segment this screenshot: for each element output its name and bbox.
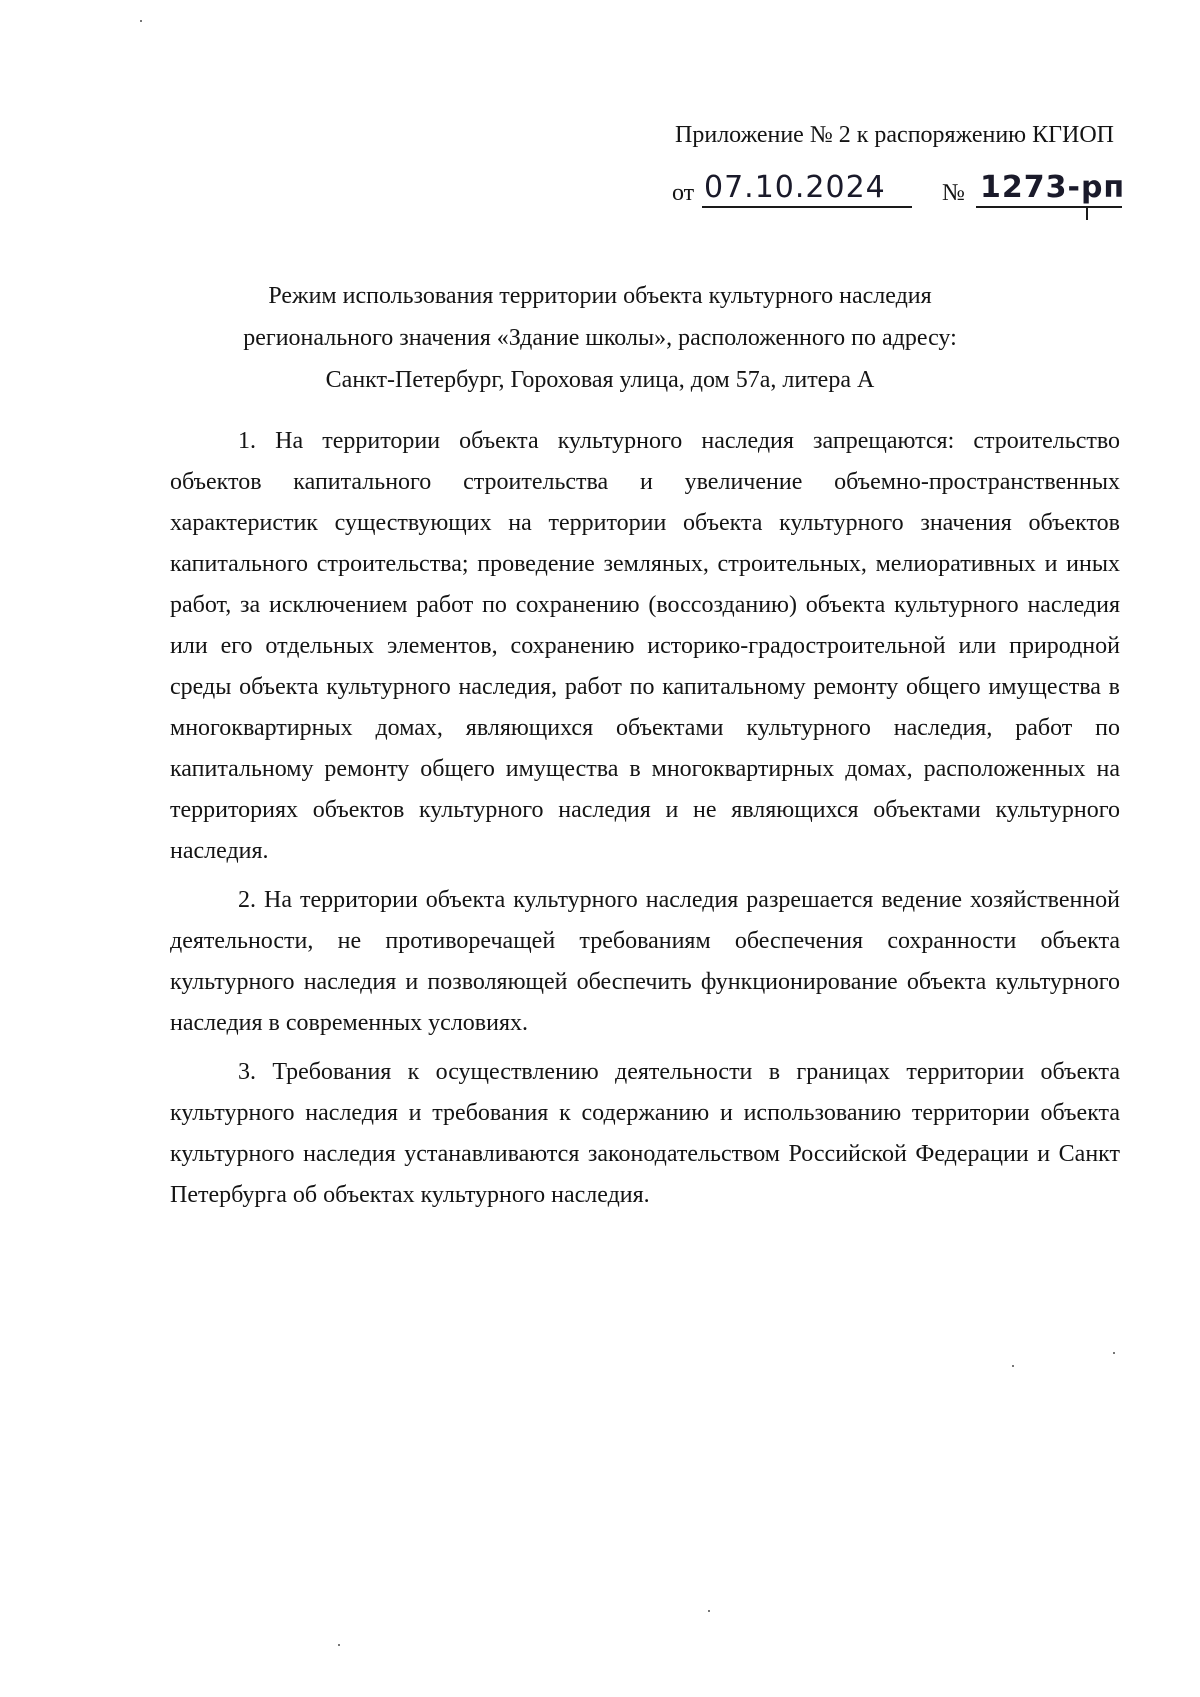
- scan-speck: [140, 20, 142, 22]
- order-date-number-line: [672, 168, 1126, 218]
- handwriting-stroke: [1086, 206, 1088, 220]
- handwritten-date: 07.10.2024: [704, 170, 886, 205]
- date-prefix: от: [672, 180, 695, 206]
- number-underline: [976, 206, 1122, 208]
- scan-speck: [1113, 1352, 1115, 1354]
- paragraph-3: 3. Требования к осуществлению деятельности в границах территории объекта культурного наследия и требования к содержанию и использованию территории объекта культурного наследия устанавливаются законодательством Российской Федерации и Санкт Петербурга об объектах культурного наследия.: [170, 1059, 1120, 1208]
- scan-speck: [708, 1610, 710, 1612]
- document-title: [140, 275, 1060, 401]
- paragraph-1: 1. На территории объекта культурного наследия запрещаются: строительство объектов капитального строительства и увеличение объемно-пространственных характеристик существующих на территории объекта культурного значения объектов капитального строительства; проведение земляных, строительных, мелиоративных и иных работ, за исключением работ по сохранению (воссозданию) объекта культурного наследия или его отдельных элементов, сохранению историко-градостроительной или природной среды объекта культурного наследия, работ по капитальному ремонту общего имущества в многоквартирных домах, являющихся объектами культурного наследия, работ по капитальному ремонту общего имущества в многоквартирных домах, расположенных на территориях объектов культурного наследия и не являющихся объектами культурного наследия.: [170, 428, 1120, 864]
- title-line-3: Санкт-Петербург, Гороховая улица, дом 57а, литера А: [325, 367, 875, 393]
- number-prefix: №: [942, 180, 965, 206]
- scan-speck: [338, 1644, 340, 1646]
- handwritten-order-number: 1273-рп: [980, 170, 1126, 205]
- title-line-1: Режим использования территории объекта культурного наследия: [268, 283, 932, 309]
- title-line-2: регионального значения «Здание школы», расположенного по адресу:: [243, 325, 957, 351]
- date-underline: [702, 206, 912, 208]
- document-body: [170, 421, 1120, 1224]
- appendix-header: Приложение № 2 к распоряжению КГИОП: [675, 122, 1114, 148]
- paragraph-2: 2. На территории объекта культурного наследия разрешается ведение хозяйственной деятельности, не противоречащей требованиям обеспечения сохранности объекта культурного наследия и позволяющей обеспечить функционирование объекта культурного наследия в современных условиях.: [170, 887, 1120, 1036]
- scan-speck: [1012, 1365, 1014, 1367]
